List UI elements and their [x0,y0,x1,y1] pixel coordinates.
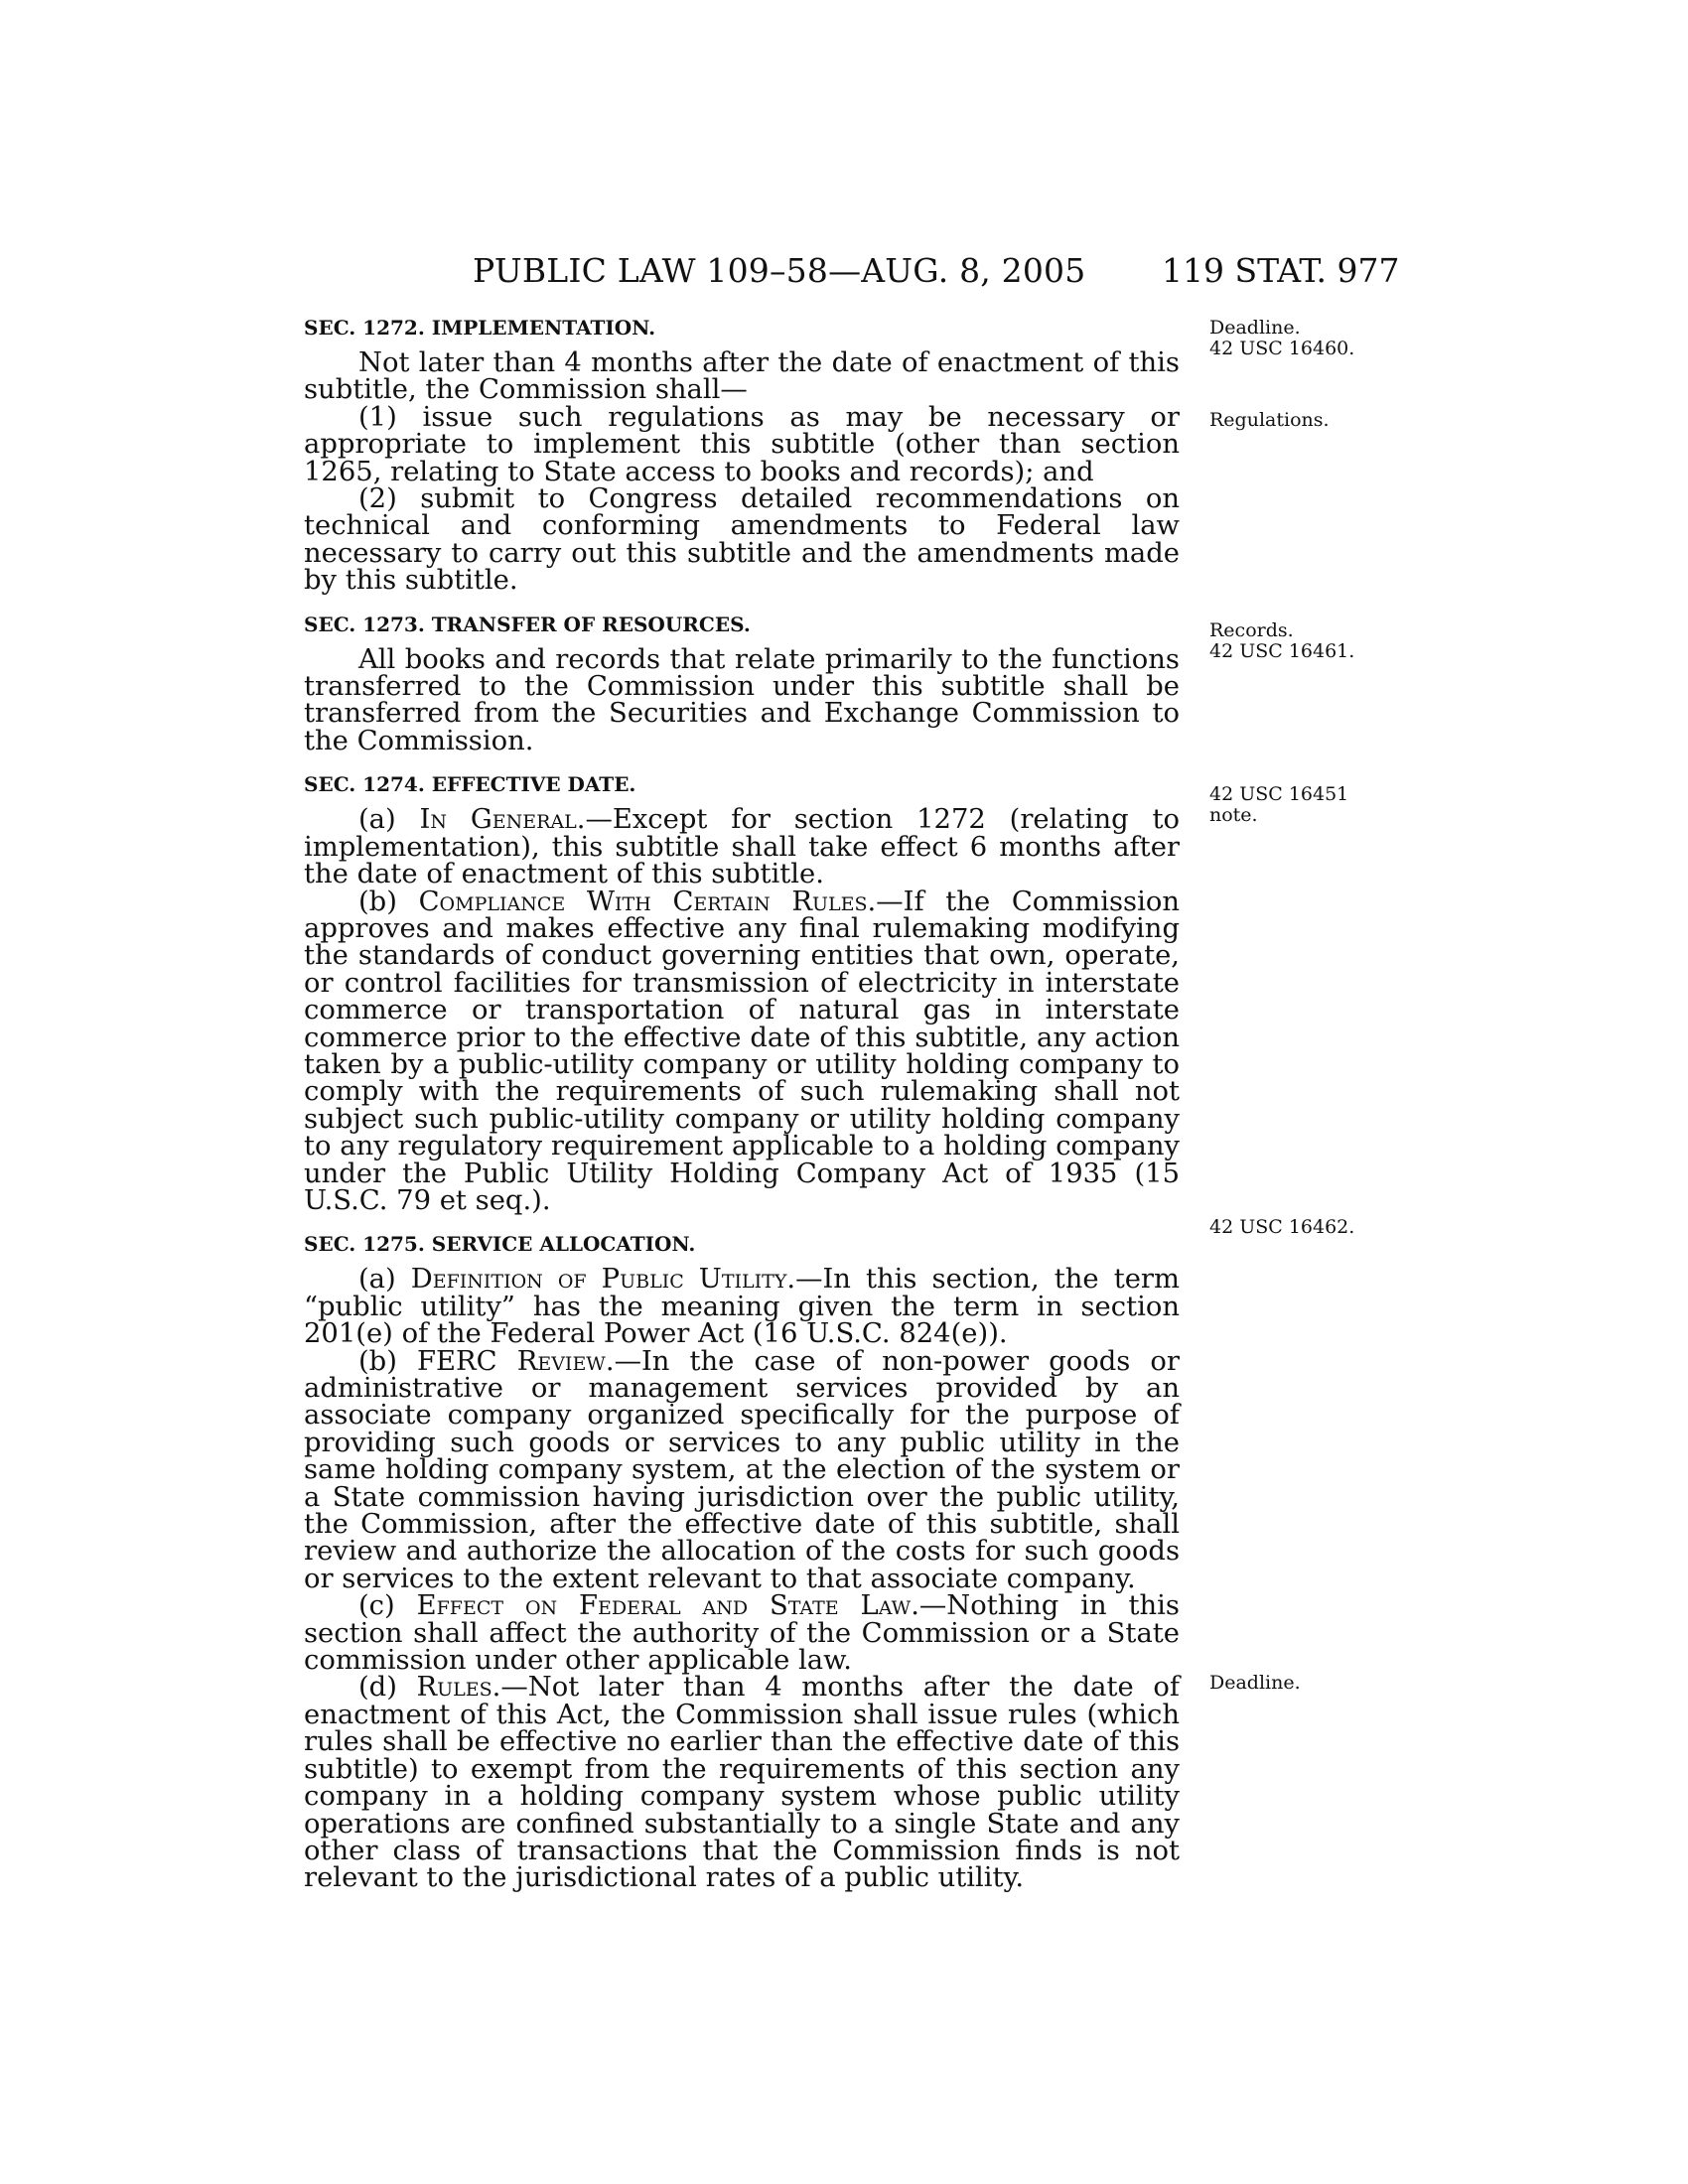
subsection-label: (b) [358,1345,418,1377]
list-item [304,485,1180,595]
subsection-text: —In this section, the term “public utility” has the meaning given the term in section 201(e) of the Federal Power Act (16 U.S.C. 824(e)). [304,1264,1180,1350]
margin-note-regulations: Regulations. [1209,409,1330,431]
list-item-text: (1) issue such regulations as may be necessary or appropriate to implement this subtitle (other than section 1265, relating to State access to books and records); and [304,401,1180,487]
section-1275 [304,1232,1180,1894]
margin-note-line: 42 USC 16451 [1209,783,1349,805]
margin-note-line: Deadline. [1209,317,1301,339]
subsection-text: —Nothing in this section shall affect the authority of the Commission or a State commission under other applicable law. [304,1590,1180,1677]
subsection-a [304,1264,1180,1350]
page-header-title: PUBLIC LAW 109–58—AUG. 8, 2005 [473,251,1086,290]
section-heading: SEC. 1274. EFFECTIVE DATE. [304,772,636,797]
main-text [304,316,1180,1910]
margin-note-records [1209,620,1354,662]
margin-note-line: note. [1209,804,1258,826]
subsection-b [304,888,1180,1215]
section-heading: SEC. 1272. IMPLEMENTATION. [304,316,656,340]
subsection-text: —If the Commission approves and makes effective any final rulemaking modifying the standards of conduct governing entities that own, operate, or control facilities for transmission of electricity in interstate commerce or transportation of natural gas in interstate commerce prior to the effective date of this subtitle, any action taken by a public-utility company or utility holding company to comply with the requirements of such rulemaking shall not subject such public-utility company or utility holding company to any regulatory requirement applicable to a holding company under the Public Utility Holding Company Act of 1935 (15 U.S.C. 79 et seq.). [304,886,1180,1216]
margin-note-line: Records. [1209,619,1294,641]
margin-note-line: 42 USC 16460. [1209,338,1355,359]
margin-note-deadline [1209,318,1354,359]
margin-note-line: 42 USC 16461. [1209,640,1355,662]
section-1272 [304,316,1180,595]
subsection-text: —Not later than 4 months after the date of enactment of this Act, the Commission shall issue rules (which rules shall be effective no earlier than the effective date of this subtitle) to exempt from the requirements of this section any company in a holding company system whose public utility operations are confined substantially to a single State and any other class of transactions that the Commission finds is not relevant to the jurisdictional rates of a public utility. [304,1672,1180,1894]
margin-note-usc-16451 [1209,784,1348,826]
section-1273 [304,613,1180,755]
subsection-caption: Compliance With Certain Rules. [418,886,877,917]
subsection-d [304,1672,1180,1894]
subsection-label: (a) [358,804,420,836]
page-header-stat: 119 STAT. 977 [1162,251,1400,290]
subsection-caption: Rules. [416,1672,501,1704]
section-intro: Not later than 4 months after the date of enactment of this subtitle, the Commission shall— [304,347,1180,406]
list-item [304,401,1180,487]
subsection-text: —Except for section 1272 (relating to implementation), this subtitle shall take effect 6 months after the date of enactment of this subtitle. [304,804,1180,890]
subsection-b [304,1345,1180,1594]
section-1274 [304,772,1180,1214]
section-heading: SEC. 1275. SERVICE ALLOCATION. [304,1232,696,1257]
section-body: All books and records that relate primarily to the functions transferred to the Commission under this subtitle shall be transferred from the Securities and Exchange Commission to the Commission. [304,643,1180,756]
subsection-a [304,804,1180,890]
subsection-caption: FERC Review. [417,1345,615,1377]
subsection-label: (d) [358,1672,417,1704]
subsection-label: (b) [358,886,419,917]
list-item-text: (2) submit to Congress detailed recommendations on technical and conforming amendments to Federal law necessary to carry out this subtitle and the amendments made by this subtitle. [304,483,1180,597]
subsection-caption: In General. [419,804,586,836]
subsection-text: —In the case of non-power goods or administrative or management services provided by an associate company organized specifically for the purpose of providing such goods or services to any public utility in the same holding company system, at the election of the system or a State commission having jurisdiction over the public utility, the Commission, after the effective date of this subtitle, shall review and authorize the allocation of the costs for such goods or services to the extent relevant to that associate company. [304,1345,1180,1594]
subsection-label: (c) [358,1590,417,1622]
subsection-label: (a) [358,1264,411,1296]
subsection-caption: Definition of Public Utility. [410,1264,796,1296]
section-heading: SEC. 1273. TRANSFER OF RESOURCES. [304,612,751,636]
margin-note-usc-16462: 42 USC 16462. [1209,1216,1355,1238]
subsection-caption: Effect on Federal and State Law. [416,1590,919,1622]
margin-note-deadline-2: Deadline. [1209,1672,1301,1694]
subsection-c [304,1590,1180,1677]
